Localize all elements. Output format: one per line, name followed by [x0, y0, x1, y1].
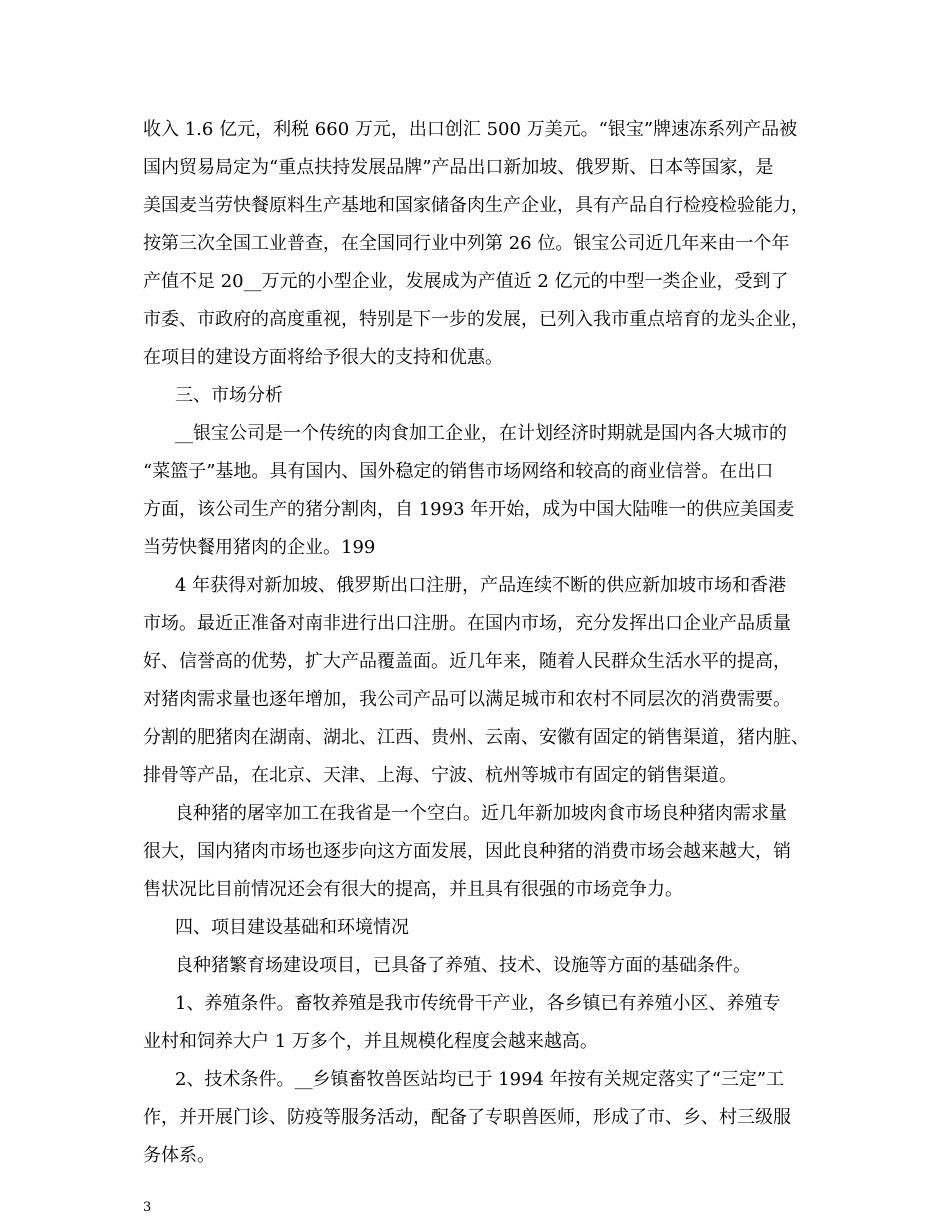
text-line: 2、技术条件。__乡镇畜牧兽医站均已于 1994 年按有关规定落实了“三定”工	[175, 1069, 785, 1090]
text-line: 国内贸易局定为“重点扶持发展品牌”产品出口新加坡、俄罗斯、日本等国家，是	[143, 157, 774, 178]
text-line: 市场。最近正准备对南非进行出口注册。在国内市场，充分发挥出口企业产品质量	[143, 613, 791, 634]
section-heading: 三、市场分析	[175, 385, 283, 406]
text-line: 收入 1.6 亿元，利税 660 万元，出口创汇 500 万美元。“银宝”牌速冻系列产品被	[143, 119, 798, 140]
page-number: 3	[143, 1200, 152, 1215]
text-line: 对猪肉需求量也逐年增加，我公司产品可以满足城市和农村不同层次的消费需要。	[143, 689, 791, 710]
text-line: 1、养殖条件。畜牧养殖是我市传统骨干产业，各乡镇已有养殖小区、养殖专	[175, 993, 781, 1014]
text-line: 美国麦当劳快餐原料生产基地和国家储备肉生产企业，具有产品自行检疫检验能力，	[143, 195, 809, 216]
text-line: 良种猪的屠宰加工在我省是一个空白。近几年新加坡肉食市场良种猪肉需求量	[175, 803, 787, 824]
text-line: 排骨等产品，在北京、天津、上海、宁波、杭州等城市有固定的销售渠道。	[143, 765, 737, 786]
text-line: 方面，该公司生产的猪分割肉，自 1993 年开始，成为中国大陆唯一的供应美国麦	[143, 499, 795, 520]
text-line: 作，并开展门诊、防疫等服务活动，配备了专职兽医师，形成了市、乡、村三级服	[143, 1107, 791, 1128]
text-line: 好、信誉高的优势，扩大产品覆盖面。近几年来，随着人民群众生活水平的提高，	[143, 651, 791, 672]
text-line: 市委、市政府的高度重视，特别是下一步的发展，已列入我市重点培育的龙头企业，	[143, 309, 809, 330]
text-line: 业村和饲养大户 1 万多个，并且规模化程度会越来越高。	[143, 1031, 598, 1052]
text-line: 4 年获得对新加坡、俄罗斯出口注册，产品连续不断的供应新加坡市场和香港	[175, 575, 787, 596]
text-line: 分割的肥猪肉在湖南、湖北、江西、贵州、云南、安徽有固定的销售渠道，猪内脏、	[143, 727, 809, 748]
text-line: 按第三次全国工业普查，在全国同行业中列第 26 位。银宝公司近几年来由一个年	[143, 233, 790, 254]
text-line: “菜篮子”基地。具有国内、国外稳定的销售市场网络和较高的商业信誉。在出口	[143, 461, 774, 482]
text-line: 在项目的建设方面将给予很大的支持和优惠。	[143, 347, 503, 368]
text-line: 当劳快餐用猪肉的企业。199	[143, 537, 376, 558]
text-line: __银宝公司是一个传统的肉食加工企业，在计划经济时期就是国内各大城市的	[175, 423, 787, 444]
text-line: 良种猪繁育场建设项目，已具备了养殖、技术、设施等方面的基础条件。	[175, 955, 751, 976]
section-heading: 四、项目建设基础和环境情况	[175, 917, 409, 938]
text-line: 务体系。	[143, 1145, 215, 1166]
text-line: 很大，国内猪肉市场也逐步向这方面发展，因此良种猪的消费市场会越来越大，销	[143, 841, 791, 862]
text-line: 售状况比目前情况还会有很大的提高，并且具有很强的市场竞争力。	[143, 879, 683, 900]
text-line: 产值不足 20__万元的小型企业，发展成为产值近 2 亿元的中型一类企业，受到了	[143, 271, 789, 292]
